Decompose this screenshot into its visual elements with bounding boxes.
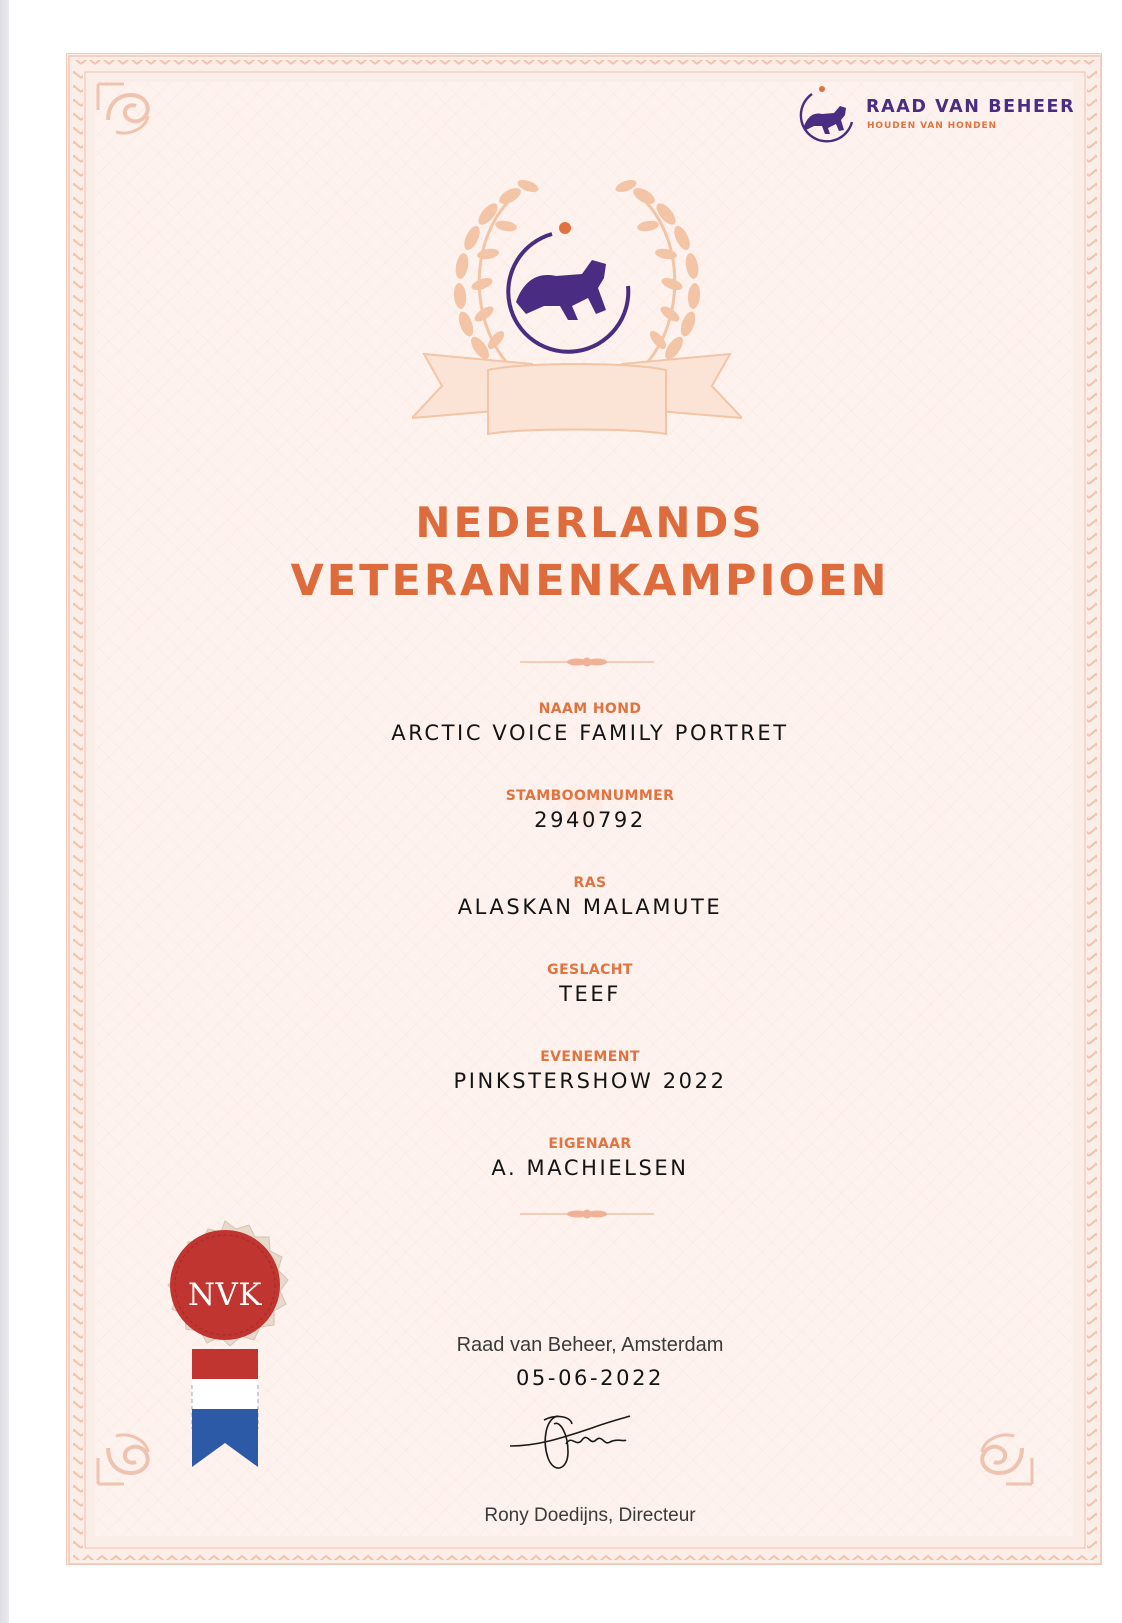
corner-ornament-icon [974,1426,1036,1488]
field-sex [290,961,890,1009]
field-label: GESLACHT [547,962,633,978]
field-value: ALASKAN MALAMUTE [457,895,723,919]
corner-ornament-icon [94,1426,156,1488]
field-owner [290,1135,890,1183]
field-event [290,1048,890,1096]
brand-name: RAAD VAN BEHEER [866,97,1076,117]
field-value: PINKSTERSHOW 2022 [453,1069,727,1093]
field-value: A. MACHIELSEN [491,1156,689,1180]
field-label: EVENEMENT [540,1049,640,1065]
field-label: RAS [573,875,607,891]
viewer-left-edge [0,0,9,1623]
handwritten-signature-icon [508,1400,648,1480]
rosette-label: NVK [187,1277,263,1313]
field-value: TEEF [559,982,621,1006]
field-dog-name [290,700,890,748]
issuer-location: Raad van Beheer, Amsterdam [456,1334,724,1356]
field-value: 2940792 [534,808,646,832]
rosette-badge-icon [150,1219,300,1469]
corner-ornament-icon [94,80,156,142]
divider-ornament-icon [520,654,654,670]
certificate-title-line-2: VETERANENKAMPIOEN [290,556,890,606]
brand-tagline: HOUDEN VAN HONDEN [867,121,997,131]
laurel-wreath-icon [412,168,742,448]
signatory-name: Rony Doedijns, Directeur [484,1505,696,1526]
certificate-title-line-1: NEDERLANDS [415,498,765,547]
field-breed [290,874,890,922]
field-label: STAMBOOMNUMMER [505,788,675,804]
field-value: ARCTIC VOICE FAMILY PORTRET [391,721,789,745]
issue-date: 05-06-2022 [515,1366,665,1390]
divider-ornament-icon [520,1206,654,1222]
field-pedigree-number [290,787,890,835]
brand-logo [796,86,1076,148]
dog-leaping-logo-icon [796,86,858,148]
nvk-rosette [150,1219,300,1473]
field-label: EIGENAAR [548,1136,632,1152]
field-label: NAAM HOND [538,701,642,717]
